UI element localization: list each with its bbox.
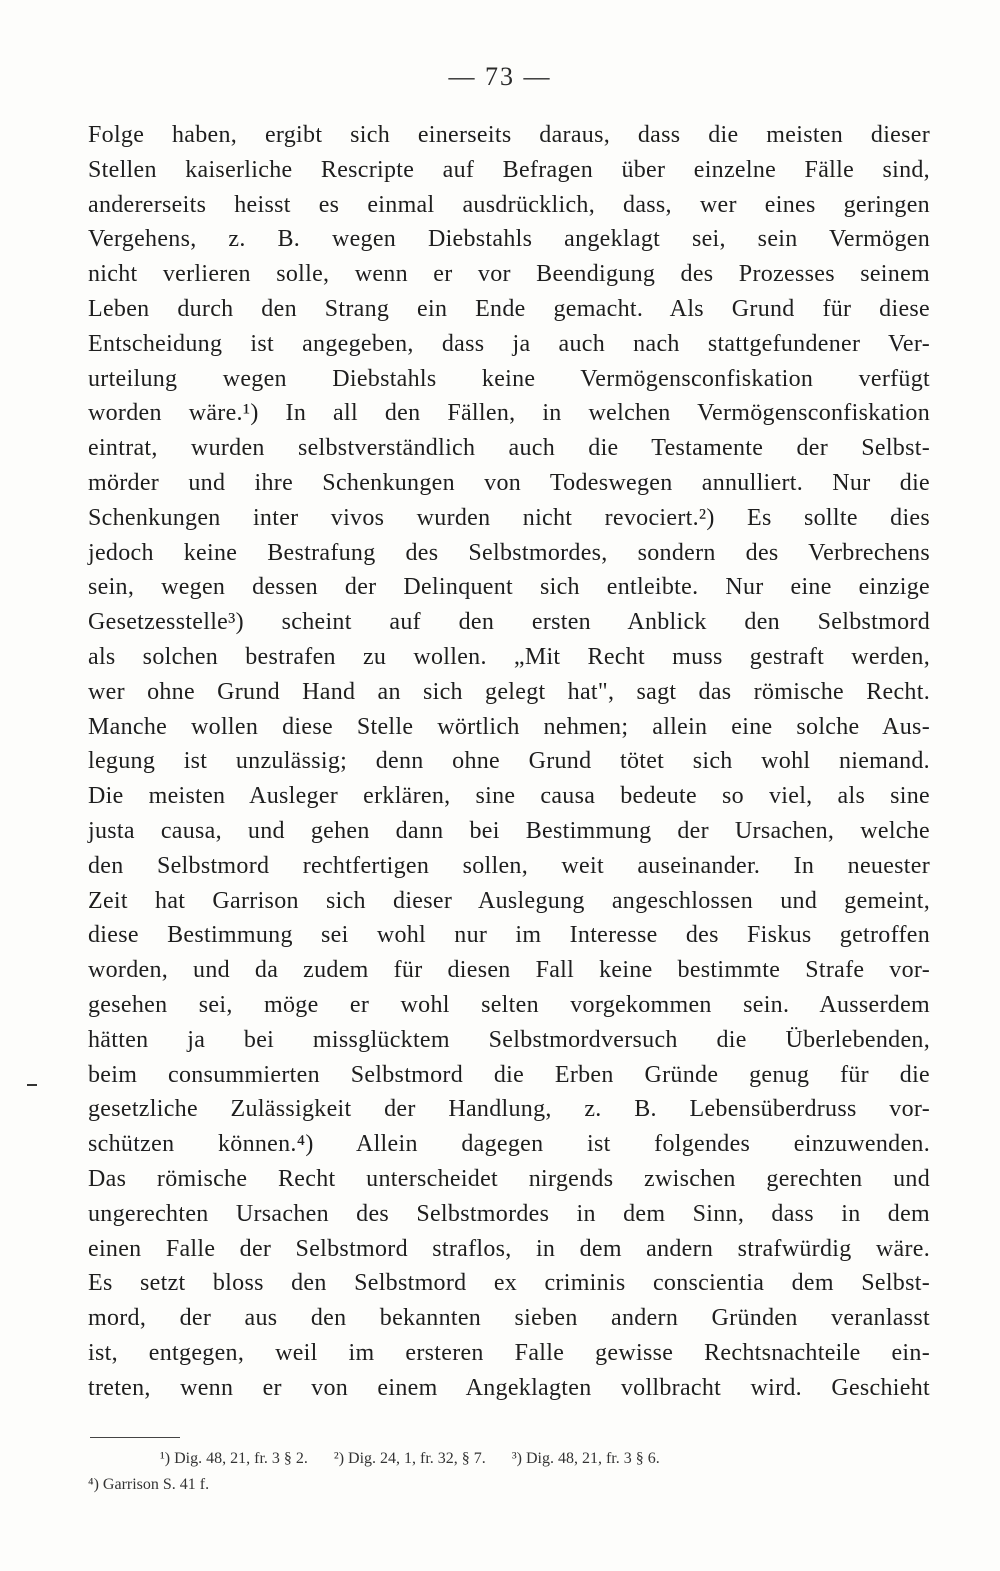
text-line: jedoch keine Bestrafung des Selbstmordes, sondern des Verbrechens xyxy=(88,539,930,566)
footnote-rule xyxy=(90,1437,180,1438)
text-line: urteilung wegen Diebstahls keine Vermögensconfiskation verfügt xyxy=(88,365,930,392)
text-line: Es setzt bloss den Selbstmord ex criminis conscientia dem Selbst- xyxy=(88,1270,930,1297)
text-line: Das römische Recht unterscheidet nirgends zwischen gerechten und xyxy=(88,1165,930,1192)
footnote-1: ¹) Dig. 48, 21, fr. 3 § 2. xyxy=(160,1450,308,1467)
text-line: ungerechten Ursachen des Selbstmordes in dem Sinn, dass in dem xyxy=(88,1200,930,1227)
text-line: treten, wenn er von einem Angeklagten vollbracht wird. Geschieht xyxy=(88,1374,930,1401)
text-line: Entscheidung ist angegeben, dass ja auch nach stattgefundener Ver- xyxy=(88,330,930,357)
text-line: worden wäre.¹) In all den Fällen, in welchen Vermögensconfiskation xyxy=(88,400,930,427)
text-line: sein, wegen dessen der Delinquent sich entleibte. Nur eine einzige xyxy=(88,574,930,601)
footnote-3: ³) Dig. 48, 21, fr. 3 § 6. xyxy=(511,1450,660,1467)
footnote-4: ⁴) Garrison S. 41 f. xyxy=(88,1476,210,1493)
text-line: legung ist unzulässig; denn ohne Grund tötet sich wohl niemand. xyxy=(88,748,930,775)
text-line: eintrat, wurden selbstverständlich auch die Testamente der Selbst- xyxy=(88,435,930,462)
text-line: einen Falle der Selbstmord straflos, in dem andern strafwürdig wäre. xyxy=(88,1235,930,1262)
text-line: Leben durch den Strang ein Ende gemacht. Als Grund für diese xyxy=(88,295,930,322)
page-number: — 73 — xyxy=(448,62,552,91)
text-line: justa causa, und gehen dann bei Bestimmung der Ursachen, welche xyxy=(88,817,930,844)
text-line: Vergehens, z. B. wegen Diebstahls angeklagt sei, sein Vermögen xyxy=(88,226,930,253)
text-line: Manche wollen diese Stelle wörtlich nehmen; allein eine solche Aus- xyxy=(88,713,930,740)
text-line: schützen können.⁴) Allein dagegen ist folgendes einzuwenden. xyxy=(88,1131,930,1158)
text-line: Zeit hat Garrison sich dieser Auslegung angeschlossen und gemeint, xyxy=(88,887,930,914)
text-line: diese Bestimmung sei wohl nur im Interesse des Fiskus getroffen xyxy=(88,922,930,949)
text-line: Die meisten Ausleger erklären, sine causa bedeute so viel, als sine xyxy=(88,783,930,810)
text-line: Folge haben, ergibt sich einerseits daraus, dass die meisten dieser xyxy=(88,122,930,148)
footnotes xyxy=(88,1446,933,1498)
text-line: den Selbstmord rechtfertigen sollen, weit auseinander. In neuester xyxy=(88,852,930,879)
text-line: als solchen bestrafen zu wollen. „Mit Recht muss gestraft werden, xyxy=(88,643,930,670)
footnote-line xyxy=(88,1446,933,1472)
text-line: gesetzliche Zulässigkeit der Handlung, z. B. Lebensüberdruss vor- xyxy=(88,1096,930,1123)
margin-mark xyxy=(27,1084,37,1086)
text-line: mord, der aus den bekannten sieben andern Gründen veranlasst xyxy=(88,1305,930,1332)
text-line: Stellen kaiserliche Rescripte auf Befragen über einzelne Fälle sind, xyxy=(88,156,930,183)
footnote-2: ²) Dig. 24, 1, fr. 32, § 7. xyxy=(333,1450,486,1467)
text-line: mörder und ihre Schenkungen von Todeswegen annulliert. Nur die xyxy=(88,469,930,496)
text-line: beim consummierten Selbstmord die Erben Gründe genug für die xyxy=(88,1061,930,1088)
text-line: worden, und da zudem für diesen Fall keine bestimmte Strafe vor- xyxy=(88,957,930,984)
text-line: wer ohne Grund Hand an sich gelegt hat", sagt das römische Recht. xyxy=(88,678,930,705)
body-text xyxy=(88,118,930,1405)
text-line: ist, entgegen, weil im ersteren Falle gewisse Rechtsnachteile ein- xyxy=(88,1339,930,1366)
text-line: nicht verlieren solle, wenn er vor Beendigung des Prozesses seinem xyxy=(88,261,930,288)
text-line: gesehen sei, möge er wohl selten vorgekommen sein. Ausserdem xyxy=(88,991,930,1018)
text-line: hätten ja bei missglücktem Selbstmordversuch die Überlebenden, xyxy=(88,1026,930,1053)
text-line: andererseits heisst es einmal ausdrücklich, dass, wer eines geringen xyxy=(88,191,930,218)
text-line: Schenkungen inter vivos wurden nicht revociert.²) Es sollte dies xyxy=(88,504,930,531)
text-line: Gesetzesstelle³) scheint auf den ersten Anblick den Selbstmord xyxy=(88,609,930,636)
